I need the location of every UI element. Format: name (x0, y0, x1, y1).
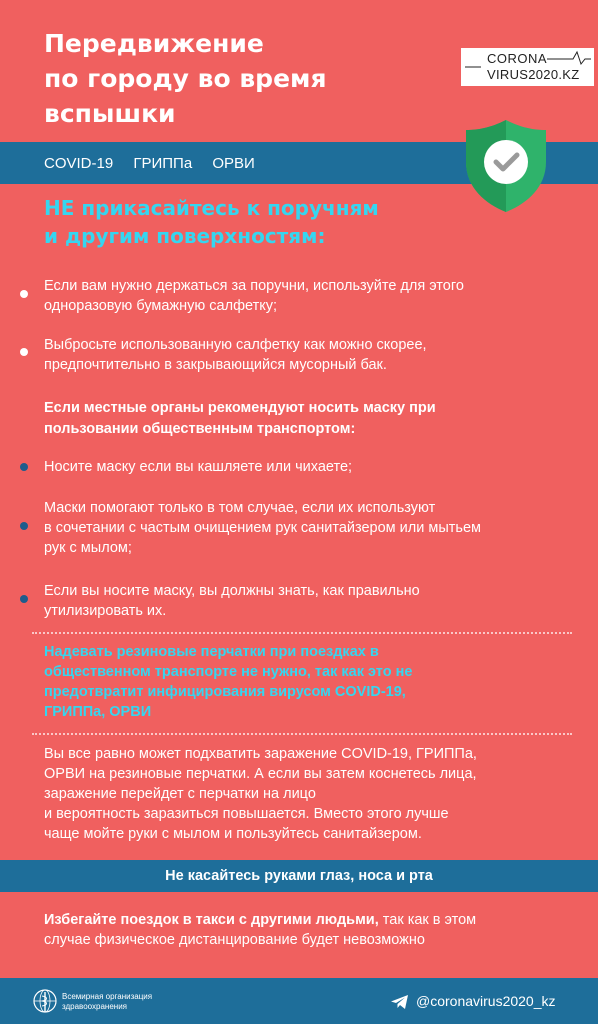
who-name: Всемирная организация здравоохранения (62, 992, 153, 1011)
taxi-rest: так как в этом (378, 912, 477, 928)
bullet-dot (20, 348, 28, 356)
list-item: Если вы носите маску, вы должны знать, как правильно утилизировать их. (44, 583, 420, 619)
list-item: Если вам нужно держаться за поручни, используйте для этого одноразовую бумажную салфетку; (44, 278, 464, 314)
tag-arvi: ОРВИ (212, 155, 255, 172)
taxi-paragraph: Избегайте поездок в такси с другими людьми, так как в этом случае физическое дистанцирование будет невозможно (44, 912, 477, 948)
taxi-bold: Избегайте поездок в такси с другими людьми, (44, 912, 379, 928)
dotted-divider (32, 733, 572, 735)
coronavirus2020-logo[interactable] (461, 48, 594, 86)
title-line-1: Передвижение (44, 29, 264, 58)
shield-check-icon (464, 118, 548, 214)
gloves-heading: Надевать резиновые перчатки при поездках в общественном транспорте не нужно, так как это не предотвратит инфицирования вирусом COVID-19, ГРИППа, ОРВИ (44, 644, 413, 720)
title-line-3: вспышки (44, 99, 176, 128)
who-emblem-icon (32, 988, 58, 1014)
list-item: Маски помогают только в том случае, если их используют в сочетании с частым очищением рук санитайзером или мытьем рук с мылом; (44, 500, 481, 556)
list-item: Носите маску если вы кашляете или чихаете; (44, 459, 353, 475)
who-logo[interactable] (32, 988, 172, 1016)
section-heading-no-touch: НЕ прикасайтесь к поручням и другим поверхностям: (44, 196, 379, 248)
telegram-handle-link[interactable]: @coronavirus2020_kz (416, 993, 556, 1009)
title-line-2: по городу во время (44, 64, 327, 93)
bullet-dot (20, 463, 28, 471)
disease-tags (44, 155, 271, 172)
telegram-icon[interactable] (390, 992, 410, 1012)
bullet-dot (20, 595, 28, 603)
dotted-divider (32, 632, 572, 634)
list-item: Выбросьте использованную салфетку как можно скорее, предпочтительно в закрывающийся мусорный бак. (44, 337, 427, 373)
face-touch-banner: Не касайтесь руками глаз, носа и рта (0, 860, 598, 892)
bullet-dot (20, 522, 28, 530)
logo-line-1: CORONA (487, 51, 548, 66)
logo-line-2: VIRUS2020.KZ (487, 67, 580, 82)
bullet-dot (20, 290, 28, 298)
page-title (44, 26, 404, 131)
tag-covid: COVID-19 (44, 155, 114, 172)
tag-flu: ГРИППа (133, 155, 193, 172)
gloves-paragraph: Вы все равно может подхватить заражение COVID-19, ГРИППа, ОРВИ на резиновые перчатки. А если вы затем коснетесь лица, заражение перейдет с перчатки на лицо и вероятность заразиться повышается. Вместо этого лучше чаще мойте руки с мылом и пользуйтесь санитайзером. (44, 746, 477, 842)
mask-subheading: Если местные органы рекомендуют носить маску при пользовании общественным транспортом: (44, 400, 436, 437)
